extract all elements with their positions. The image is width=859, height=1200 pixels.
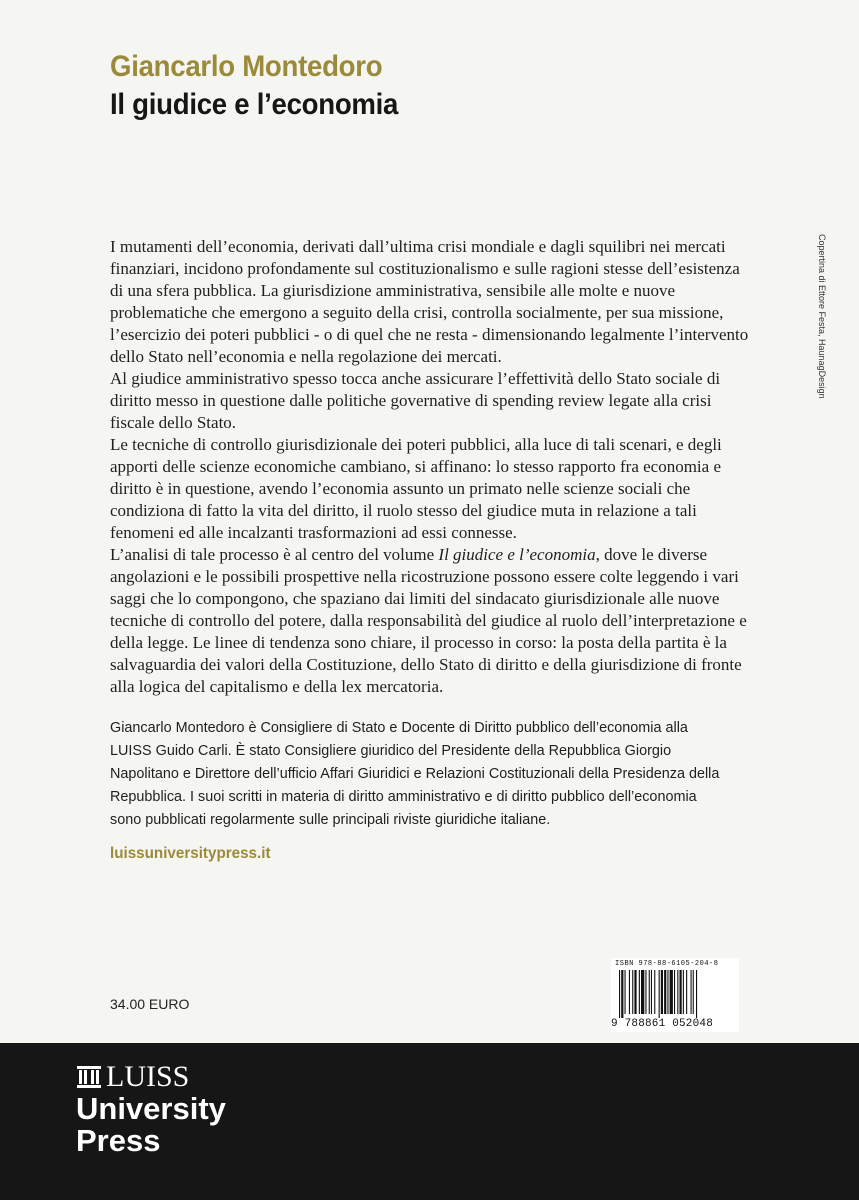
- logo-press: Press: [76, 1123, 161, 1158]
- logo-university: University: [76, 1091, 226, 1126]
- barcode-bar: [629, 970, 630, 1014]
- barcode-bar: [634, 970, 636, 1014]
- blurb-p4-end: , dove le diverse angolazioni e le possibili prospettive nella ricostruzione possono essere colte leggendo i vari saggi che lo compongono, che spaziano dai limiti del sindacato giurisdizionale alle nuove tecniche di controllo del potere, dalla responsabilità del giudice al ruolo dell’interpretazione e della legge. Le linee di tendenza sono chiare, il processo in corso: la posta della partita è la salvaguardia dei valori della Costituzione, dello Stato di diritto e della giurisdizione di fronte alla logica del capitalismo e della lex mercatoria.: [110, 545, 747, 696]
- website-link[interactable]: luissuniversitypress.it: [110, 845, 271, 862]
- barcode-bar: [632, 970, 633, 1014]
- blurb-paragraph-2: Al giudice amministrativo spesso tocca anche assicurare l’effettività dello Stato sociale di diritto messo in questione dalle politiche governative di spending review legate alla crisi fiscale dello Stato.: [110, 369, 721, 432]
- logo-luiss: LUISS: [106, 1060, 190, 1093]
- barcode-bar: [693, 970, 694, 1014]
- ean-number: 9 788861 052048: [611, 1018, 714, 1030]
- barcode-bar: [641, 970, 644, 1014]
- barcode-bar: [674, 970, 675, 1014]
- barcode-bar: [645, 970, 646, 1014]
- blurb-p4-start: L’analisi di tale processo è al centro del volume: [110, 545, 439, 564]
- blurb: [110, 236, 750, 698]
- barcode-bar: [621, 970, 623, 1018]
- cover-credit: Copertina di Ettore Festa, HaunagDesign: [817, 234, 827, 399]
- footer-band: [0, 1043, 859, 1200]
- barcode-bar: [691, 970, 692, 1014]
- barcode-bars: [611, 970, 739, 1018]
- author-name: Giancarlo Montedoro: [110, 50, 383, 83]
- publisher-logo: [76, 1061, 226, 1157]
- barcode-bar: [683, 970, 684, 1014]
- barcode-bar: [625, 970, 626, 1014]
- blurb-paragraph-4: [110, 544, 750, 698]
- isbn-label: ISBN 978-88-6105-204-8: [615, 960, 719, 968]
- blurb-p4-title: Il giudice e l’economia: [438, 545, 596, 564]
- barcode-bar: [649, 970, 650, 1014]
- barcode-bar: [664, 970, 666, 1014]
- barcode-bar: [696, 970, 697, 1018]
- barcode-bar: [667, 970, 668, 1014]
- barcode-bar: [659, 970, 660, 1018]
- barcode: [611, 958, 739, 1032]
- barcode-bar: [680, 970, 682, 1014]
- barcode-bar: [686, 970, 687, 1014]
- barcode-bar: [677, 970, 678, 1014]
- author-bio: Giancarlo Montedoro è Consigliere di Stato e Docente di Diritto pubblico dell’economia alla LUISS Guido Carli. È stato Consigliere giuridico del Presidente della Repubblica Giorgio Napolitano e Direttore dell’ufficio Affari Giuridici e Relazioni Costituzionali della Presidenza della Repubblica. I suoi scritti in materia di diritto amministrativo e di diritto pubblico dell’economia sono pubblicati regolarmente sulle principali riviste giuridiche italiane.: [110, 719, 720, 828]
- barcode-bar: [639, 970, 640, 1014]
- blurb-paragraph-1: I mutamenti dell’economia, derivati dall’ultima crisi mondiale e dagli squilibri nei mercati finanziari, incidono profondamente sul costituzionalismo e sulle ragioni stesse dell’esistenza di una sfera pubblica. La giurisdizione amministrativa, sensibile alle molte e nuove problematiche che emergono a seguito della crisi, controlla socialmente, per sua missione, l’esercizio dei poteri pubblici - o di quel che ne resta - dimensionando legalmente l’intervento dello Stato nell’economia e nella regolazione dei mercati.: [110, 237, 749, 366]
- price: 34.00 EURO: [110, 996, 190, 1012]
- book-title: Il giudice e l’economia: [110, 88, 399, 121]
- barcode-bar: [651, 970, 652, 1014]
- barcode-bar: [661, 970, 663, 1014]
- blurb-paragraph-3: Le tecniche di controllo giurisdizionale dei poteri pubblici, alla luce di tali scenari, e degli apporti delle scienze economiche cambiano, si affinano: lo stesso rapporto fra economia e diritto è in questione, avendo l’economia assunto un primato nelle scienze sociali che condiziona di fatto la vita del diritto, il ruolo stesso del giudice muta in relazione a tali fenomeni ed alle incalzanti trasformazioni ad essi connesse.: [110, 435, 722, 542]
- pillar-icon: [76, 1064, 102, 1090]
- barcode-bar: [619, 970, 620, 1018]
- barcode-bar: [670, 970, 673, 1014]
- barcode-bar: [654, 970, 655, 1014]
